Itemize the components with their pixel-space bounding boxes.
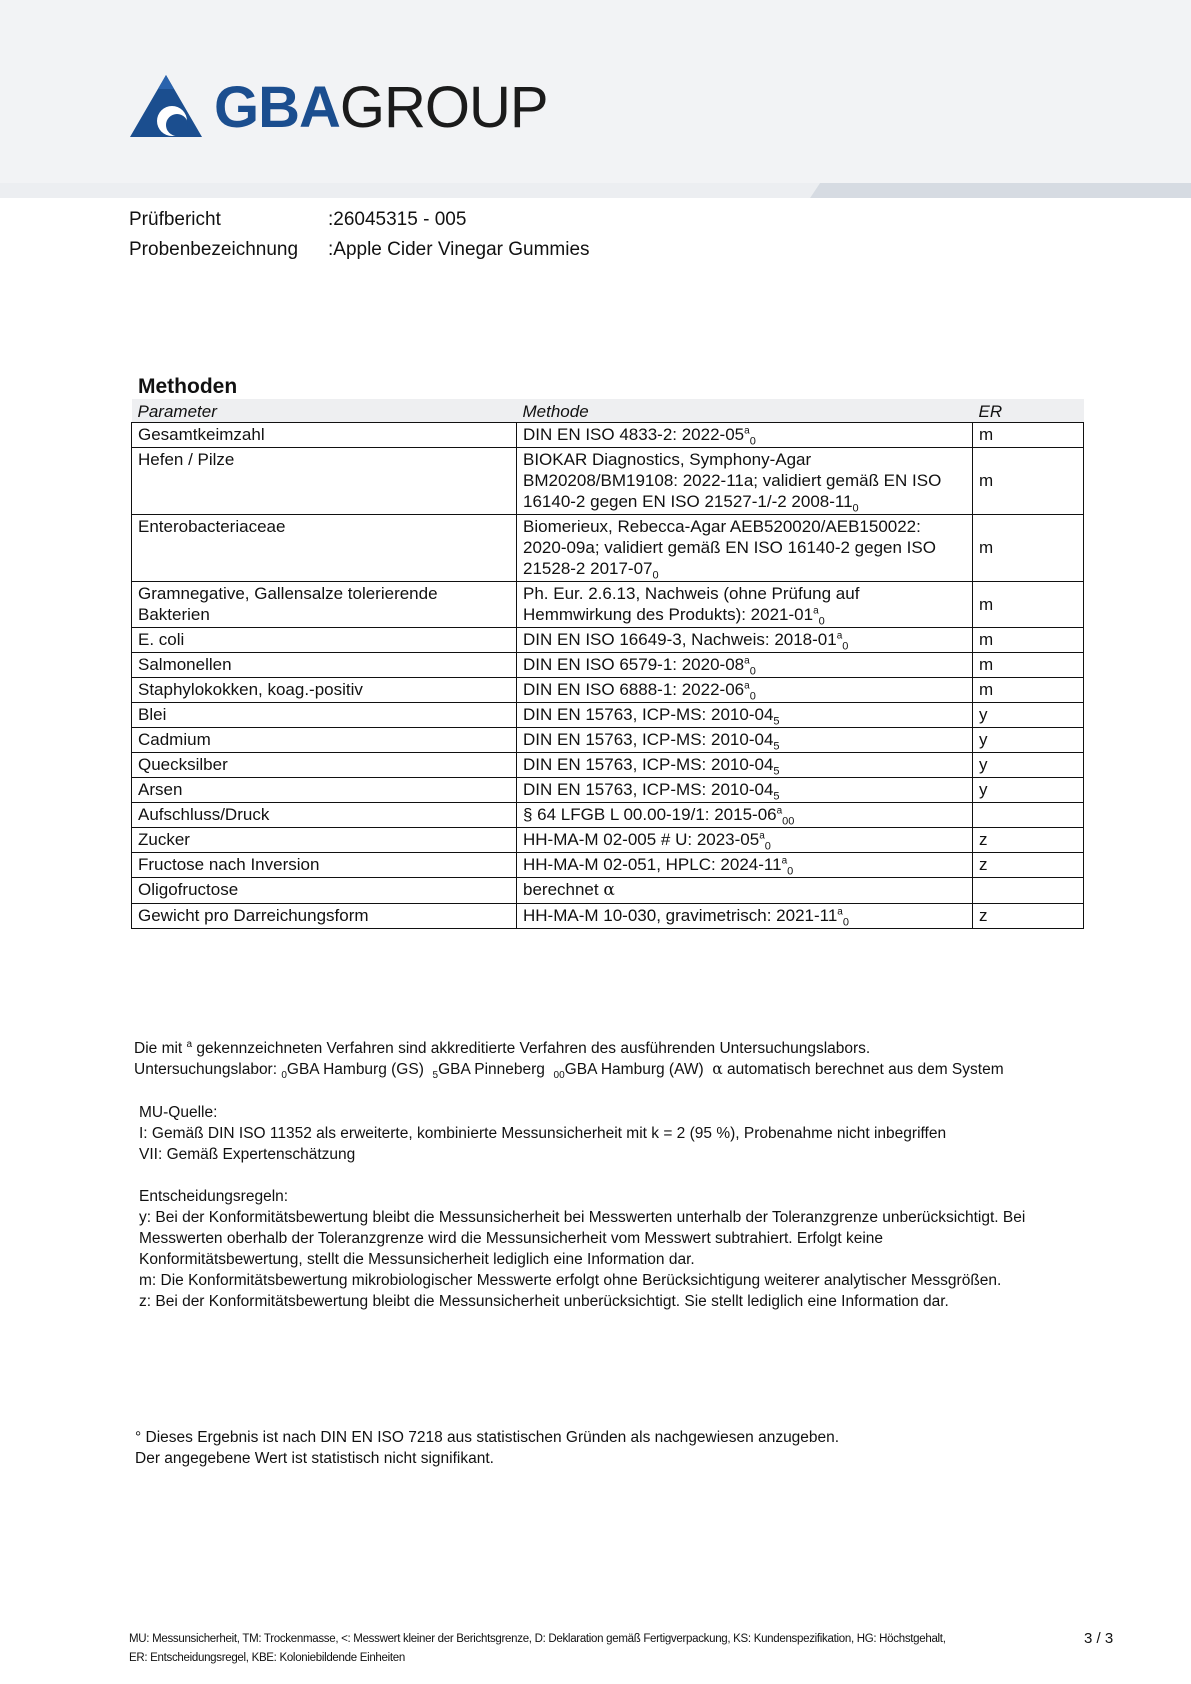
footer-abbreviations-line: ER: Entscheidungsregel, KBE: Koloniebildende Einheiten bbox=[129, 1652, 405, 1664]
decision-rules-block bbox=[139, 1186, 1025, 1312]
decision-rule-line: y: Bei der Konformitätsbewertung bleibt die Messunsicherheit bei Messwerten unterhalb der Toleranzgrenze unberücksichtigt. Bei bbox=[139, 1209, 1026, 1226]
er-cell: m bbox=[973, 628, 1084, 653]
parameter-cell: Staphylokokken, koag.-positiv bbox=[132, 678, 517, 703]
method-cell: Ph. Eur. 2.6.13, Nachweis (ohne Prüfung auf Hemmwirkung des Produkts): $2021-01^a_0$ bbox=[517, 582, 973, 628]
logo-wordmark bbox=[214, 73, 548, 143]
parameter-cell: Blei bbox=[132, 703, 517, 728]
er-cell: m bbox=[973, 423, 1084, 448]
parameter-cell: E. coli bbox=[132, 628, 517, 653]
parameter-cell: Gewicht pro Darreichungsform bbox=[132, 904, 517, 929]
column-header-er: ER bbox=[973, 399, 1084, 423]
er-cell bbox=[973, 878, 1084, 904]
statistics-note bbox=[135, 1427, 839, 1469]
accreditation-note: Die mit $^a$ gekennzeichneten Verfahren sind akkreditierte Verfahren des ausführenden Untersuchungslabors. bbox=[134, 1038, 871, 1057]
er-cell: m bbox=[973, 582, 1084, 628]
decision-rule-line: z: Bei der Konformitätsbewertung bleibt die Messunsicherheit unberücksichtigt. Sie stellt lediglich eine Information dar. bbox=[139, 1293, 949, 1310]
parameter-cell: Gesamtkeimzahl bbox=[132, 423, 517, 448]
decision-rules-title: Entscheidungsregeln: bbox=[139, 1188, 289, 1205]
parameter-cell: Oligofructose bbox=[132, 878, 517, 904]
table-row bbox=[132, 753, 1084, 778]
mu-source-title: MU-Quelle: bbox=[139, 1104, 218, 1121]
accreditation-notes bbox=[134, 1038, 1004, 1080]
report-number-label: Prüfbericht bbox=[129, 209, 221, 230]
statistics-note-line: ° Dieses Ergebnis ist nach DIN EN ISO 7218 aus statistischen Gründen als nachgewiesen anzugeben. bbox=[135, 1429, 840, 1446]
method-cell: DIN EN ISO 16649-3, Nachweis: $2018-01^a_0$ bbox=[517, 628, 973, 653]
er-cell: m bbox=[973, 448, 1084, 515]
parameter-cell: Cadmium bbox=[132, 728, 517, 753]
method-cell: DIN EN 15763, ICP-MS: $2010-04_5$ bbox=[517, 728, 973, 753]
logo-gba-text: GBA bbox=[214, 75, 340, 140]
er-cell: m bbox=[973, 653, 1084, 678]
parameter-cell: Salmonellen bbox=[132, 653, 517, 678]
table-row bbox=[132, 828, 1084, 853]
footer-abbreviations bbox=[129, 1630, 946, 1668]
column-header-method: Methode bbox=[517, 399, 973, 423]
parameter-cell: Aufschluss/Druck bbox=[132, 803, 517, 828]
sample-name-value: :Apple Cider Vinegar Gummies bbox=[328, 239, 590, 260]
table-row bbox=[132, 515, 1084, 582]
table-row bbox=[132, 423, 1084, 448]
method-cell: Biomerieux, Rebecca-Agar AEB520020/AEB150022: 2020-09a; validiert gemäß EN ISO 16140-2 gegen ISO 21528-2 $2017-07_0$ bbox=[517, 515, 973, 582]
er-cell: z bbox=[973, 853, 1084, 878]
er-cell: z bbox=[973, 904, 1084, 929]
method-cell: HH-MA-M 10-030, gravimetrisch: $2021-11^a_0$ bbox=[517, 904, 973, 929]
er-cell: m bbox=[973, 678, 1084, 703]
gba-logo-icon bbox=[130, 75, 202, 137]
table-row bbox=[132, 878, 1084, 904]
lab-legend: Untersuchungslabor: $_0$GBA Hamburg (GS) $_5$GBA Pinneberg $_{00}$GBA Hamburg (AW) α automatisch berechnet aus dem System bbox=[134, 1060, 1004, 1082]
method-cell: DIN EN ISO 4833-2: $2022-05^a_0$ bbox=[517, 423, 973, 448]
logo-group-text: GROUP bbox=[339, 75, 548, 140]
parameter-cell: Arsen bbox=[132, 778, 517, 803]
table-row bbox=[132, 778, 1084, 803]
parameter-cell: Zucker bbox=[132, 828, 517, 853]
methods-table-header bbox=[132, 399, 1084, 423]
methods-section-title: Methoden bbox=[138, 375, 238, 398]
table-row bbox=[132, 448, 1084, 515]
page-number: 3 / 3 bbox=[1084, 1630, 1114, 1647]
er-cell: y bbox=[973, 778, 1084, 803]
table-row bbox=[132, 653, 1084, 678]
table-row bbox=[132, 628, 1084, 653]
methods-table bbox=[131, 399, 1084, 929]
table-row bbox=[132, 904, 1084, 929]
method-cell: DIN EN 15763, ICP-MS: $2010-04_5$ bbox=[517, 778, 973, 803]
mu-source-block bbox=[139, 1102, 946, 1165]
parameter-cell: Fructose nach Inversion bbox=[132, 853, 517, 878]
parameter-cell: Hefen / Pilze bbox=[132, 448, 517, 515]
method-cell: BIOKAR Diagnostics, Symphony-Agar BM20208/BM19108: 2022-11a; validiert gemäß EN ISO 16140-2 gegen EN ISO 21527-1/-2 $2008-11_0$ bbox=[517, 448, 973, 515]
mu-source-line: I: Gemäß DIN ISO 11352 als erweiterte, kombinierte Messunsicherheit mit k = 2 (95 %), Probenahme nicht inbegriffen bbox=[139, 1125, 947, 1142]
mu-source-line: VII: Gemäß Expertenschätzung bbox=[139, 1146, 356, 1163]
parameter-cell: Gramnegative, Gallensalze tolerierende Bakterien bbox=[132, 582, 517, 628]
footer-abbreviations-line: MU: Messunsicherheit, TM: Trockenmasse, <: Messwert kleiner der Berichtsgrenze, D: Deklaration gemäß Fertigverpackung, KS: Kundenspezifikation, HG: Höchstgehalt, bbox=[129, 1633, 946, 1645]
method-cell: DIN EN ISO 6888-1: $2022-06^a_0$ bbox=[517, 678, 973, 703]
parameter-cell: Enterobacteriaceae bbox=[132, 515, 517, 582]
table-row bbox=[132, 678, 1084, 703]
sample-name-label: Probenbezeichnung bbox=[129, 239, 299, 260]
table-row bbox=[132, 803, 1084, 828]
method-cell: berechnet α bbox=[517, 878, 973, 904]
report-number-value: :26045315 - 005 bbox=[328, 209, 467, 230]
table-row bbox=[132, 728, 1084, 753]
er-cell: y bbox=[973, 703, 1084, 728]
table-row bbox=[132, 703, 1084, 728]
method-cell: HH-MA-M 02-005 # U: $2023-05^a_0$ bbox=[517, 828, 973, 853]
er-cell: m bbox=[973, 515, 1084, 582]
decision-rule-line: Konformitätsbewertung, stellt die Messunsicherheit lediglich eine Information dar. bbox=[139, 1251, 695, 1268]
method-cell: DIN EN 15763, ICP-MS: $2010-04_5$ bbox=[517, 703, 973, 728]
table-row bbox=[132, 582, 1084, 628]
decision-rule-line: Messwerten oberhalb der Toleranzgrenze wird die Messunsicherheit vom Messwert subtrahiert. Erfolgt keine bbox=[139, 1230, 884, 1247]
gba-group-logo bbox=[130, 75, 560, 145]
method-cell: HH-MA-M 02-051, HPLC: $2024-11^a_0$ bbox=[517, 853, 973, 878]
table-row bbox=[132, 853, 1084, 878]
header-stripe bbox=[0, 183, 1191, 198]
statistics-note-line: Der angegebene Wert ist statistisch nicht signifikant. bbox=[135, 1450, 494, 1467]
method-cell: § 64 LFGB L 00.00-19/1: $2015-06^a_{00}$ bbox=[517, 803, 973, 828]
er-cell bbox=[973, 803, 1084, 828]
er-cell: y bbox=[973, 728, 1084, 753]
er-cell: y bbox=[973, 753, 1084, 778]
parameter-cell: Quecksilber bbox=[132, 753, 517, 778]
method-cell: DIN EN ISO 6579-1: $2020-08^a_0$ bbox=[517, 653, 973, 678]
er-cell: z bbox=[973, 828, 1084, 853]
method-cell: DIN EN 15763, ICP-MS: $2010-04_5$ bbox=[517, 753, 973, 778]
column-header-parameter: Parameter bbox=[132, 399, 517, 423]
decision-rule-line: m: Die Konformitätsbewertung mikrobiologischer Messwerte erfolgt ohne Berücksichtigung weiterer analytischer Messgrößen. bbox=[139, 1272, 1002, 1289]
